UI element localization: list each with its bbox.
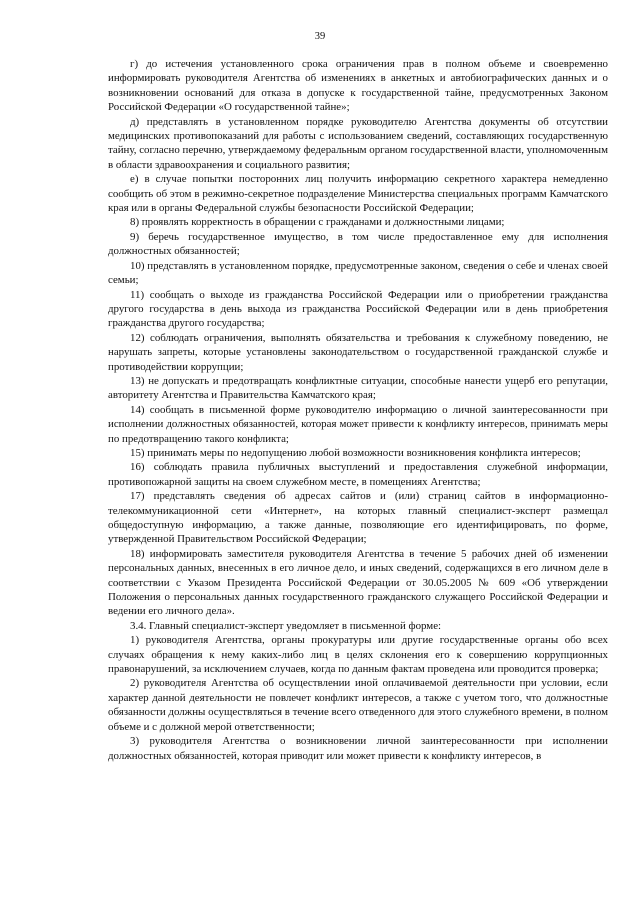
paragraph: е) в случае попытки посторонних лиц получить информацию секретного характера немедленно сообщить об этом в режимно-секретное подразделение Министерства специальных программ Камчатского края или в органы Федеральной службы безопасности Российской Федерации; — [108, 173, 608, 215]
paragraph: 10) представлять в установленном порядке, предусмотренные законом, сведения о себе и членах своей семьи; — [108, 259, 608, 287]
paragraph: 3) руководителя Агентства о возникновении личной заинтересованности при исполнении должностных обязанностей, которая приводит или может привести к конфликту интересов, в — [108, 735, 608, 762]
paragraph: 8) проявлять корректность в обращении с гражданами и должностными лицами; — [130, 216, 505, 229]
paragraph: д) представлять в установленном порядке руководителю Агентства документы об отсутствии медицинских противопоказаний для работы с использованием сведений, составляющих государственную тайну, согласно перечню, утверждаемому федеральным органом государственной власти, уполномоченным в области здравоохранения и социального развития; — [108, 115, 608, 171]
paragraph: 17) представлять сведения об адресах сайтов и (или) страниц сайтов в информационно-телекоммуникационной сети «Интернет», на которых главный специалист-эксперт размещал общедоступную информацию, а также данные, позволяющие его идентифицировать, по форме, утвержденной Правительством Российской Федерации; — [108, 490, 608, 546]
paragraph: г) до истечения установленного срока ограничения прав в полном объеме и своевременно информировать руководителя Агентства об изменениях в анкетных и автобиографических данных и о возникновении оснований для отказа в допуске к государственной тайне, предусмотренных Законом Российской Федерации «О государственной тайне»; — [108, 58, 608, 114]
paragraph: 11) сообщать о выходе из гражданства Российской Федерации или о приобретении гражданства другого государства в день выхода из гражданства Российской Федерации или в день приобретения гражданства другого государства; — [108, 288, 608, 330]
section-heading: 3.4. Главный специалист-эксперт уведомляет в письменной форме: — [130, 619, 442, 632]
page-number: 39 — [314, 31, 326, 42]
paragraph: 1) руководителя Агентства, органы прокуратуры или другие государственные органы обо всех случаях обращения к нему каких-либо лиц в целях склонения его к совершению коррупционных правонарушений, за исключением случаев, когда по данным фактам проведена или проводится проверка; — [108, 634, 608, 676]
paragraph: 18) информировать заместителя руководителя Агентства в течение 5 рабочих дней об изменении персональных данных, внесенных в его личное дело, и иных сведений, содержащихся в его личном деле в соответствии с Указом Президента Российской Федерации от 30.05.2005 № 609 «Об утверждении Положения о персональных данных государственного гражданского служащего Российской Федерации и ведении его личного дела». — [108, 547, 608, 618]
document-body — [108, 57, 608, 763]
paragraph: 9) беречь государственное имущество, в том числе предоставленное ему для исполнения должностных обязанностей; — [108, 230, 608, 258]
paragraph: 12) соблюдать ограничения, выполнять обязательства и требования к служебному поведению, не нарушать запреты, которые установлены законодательством о государственной гражданской службе и противодействии коррупции; — [108, 331, 608, 373]
paragraph: 2) руководителя Агентства об осуществлении иной оплачиваемой деятельности при условии, если характер данной деятельности не повлечет конфликт интересов, а также с учетом того, что должностные обязанности должны осуществляться в течение всего отведенного для этого служебного времени, в полном объеме и с должной мерой ответственности; — [108, 677, 608, 733]
paragraph: 14) сообщать в письменной форме руководителю информацию о личной заинтересованности при исполнении должностных обязанностей, которая может привести к конфликту интересов, принимать меры по предотвращению такого конфликта; — [108, 403, 608, 445]
paragraph: 15) принимать меры по недопущению любой возможности возникновения конфликта интересов; — [130, 446, 581, 459]
paragraph: 16) соблюдать правила публичных выступлений и предоставления служебной информации, противопожарной защиты на своем служебном месте, в помещениях Агентства; — [108, 461, 608, 488]
paragraph: 13) не допускать и предотвращать конфликтные ситуации, способные нанести ущерб его репутации, авторитету Агентства и Правительства Камчатского края; — [108, 374, 608, 402]
